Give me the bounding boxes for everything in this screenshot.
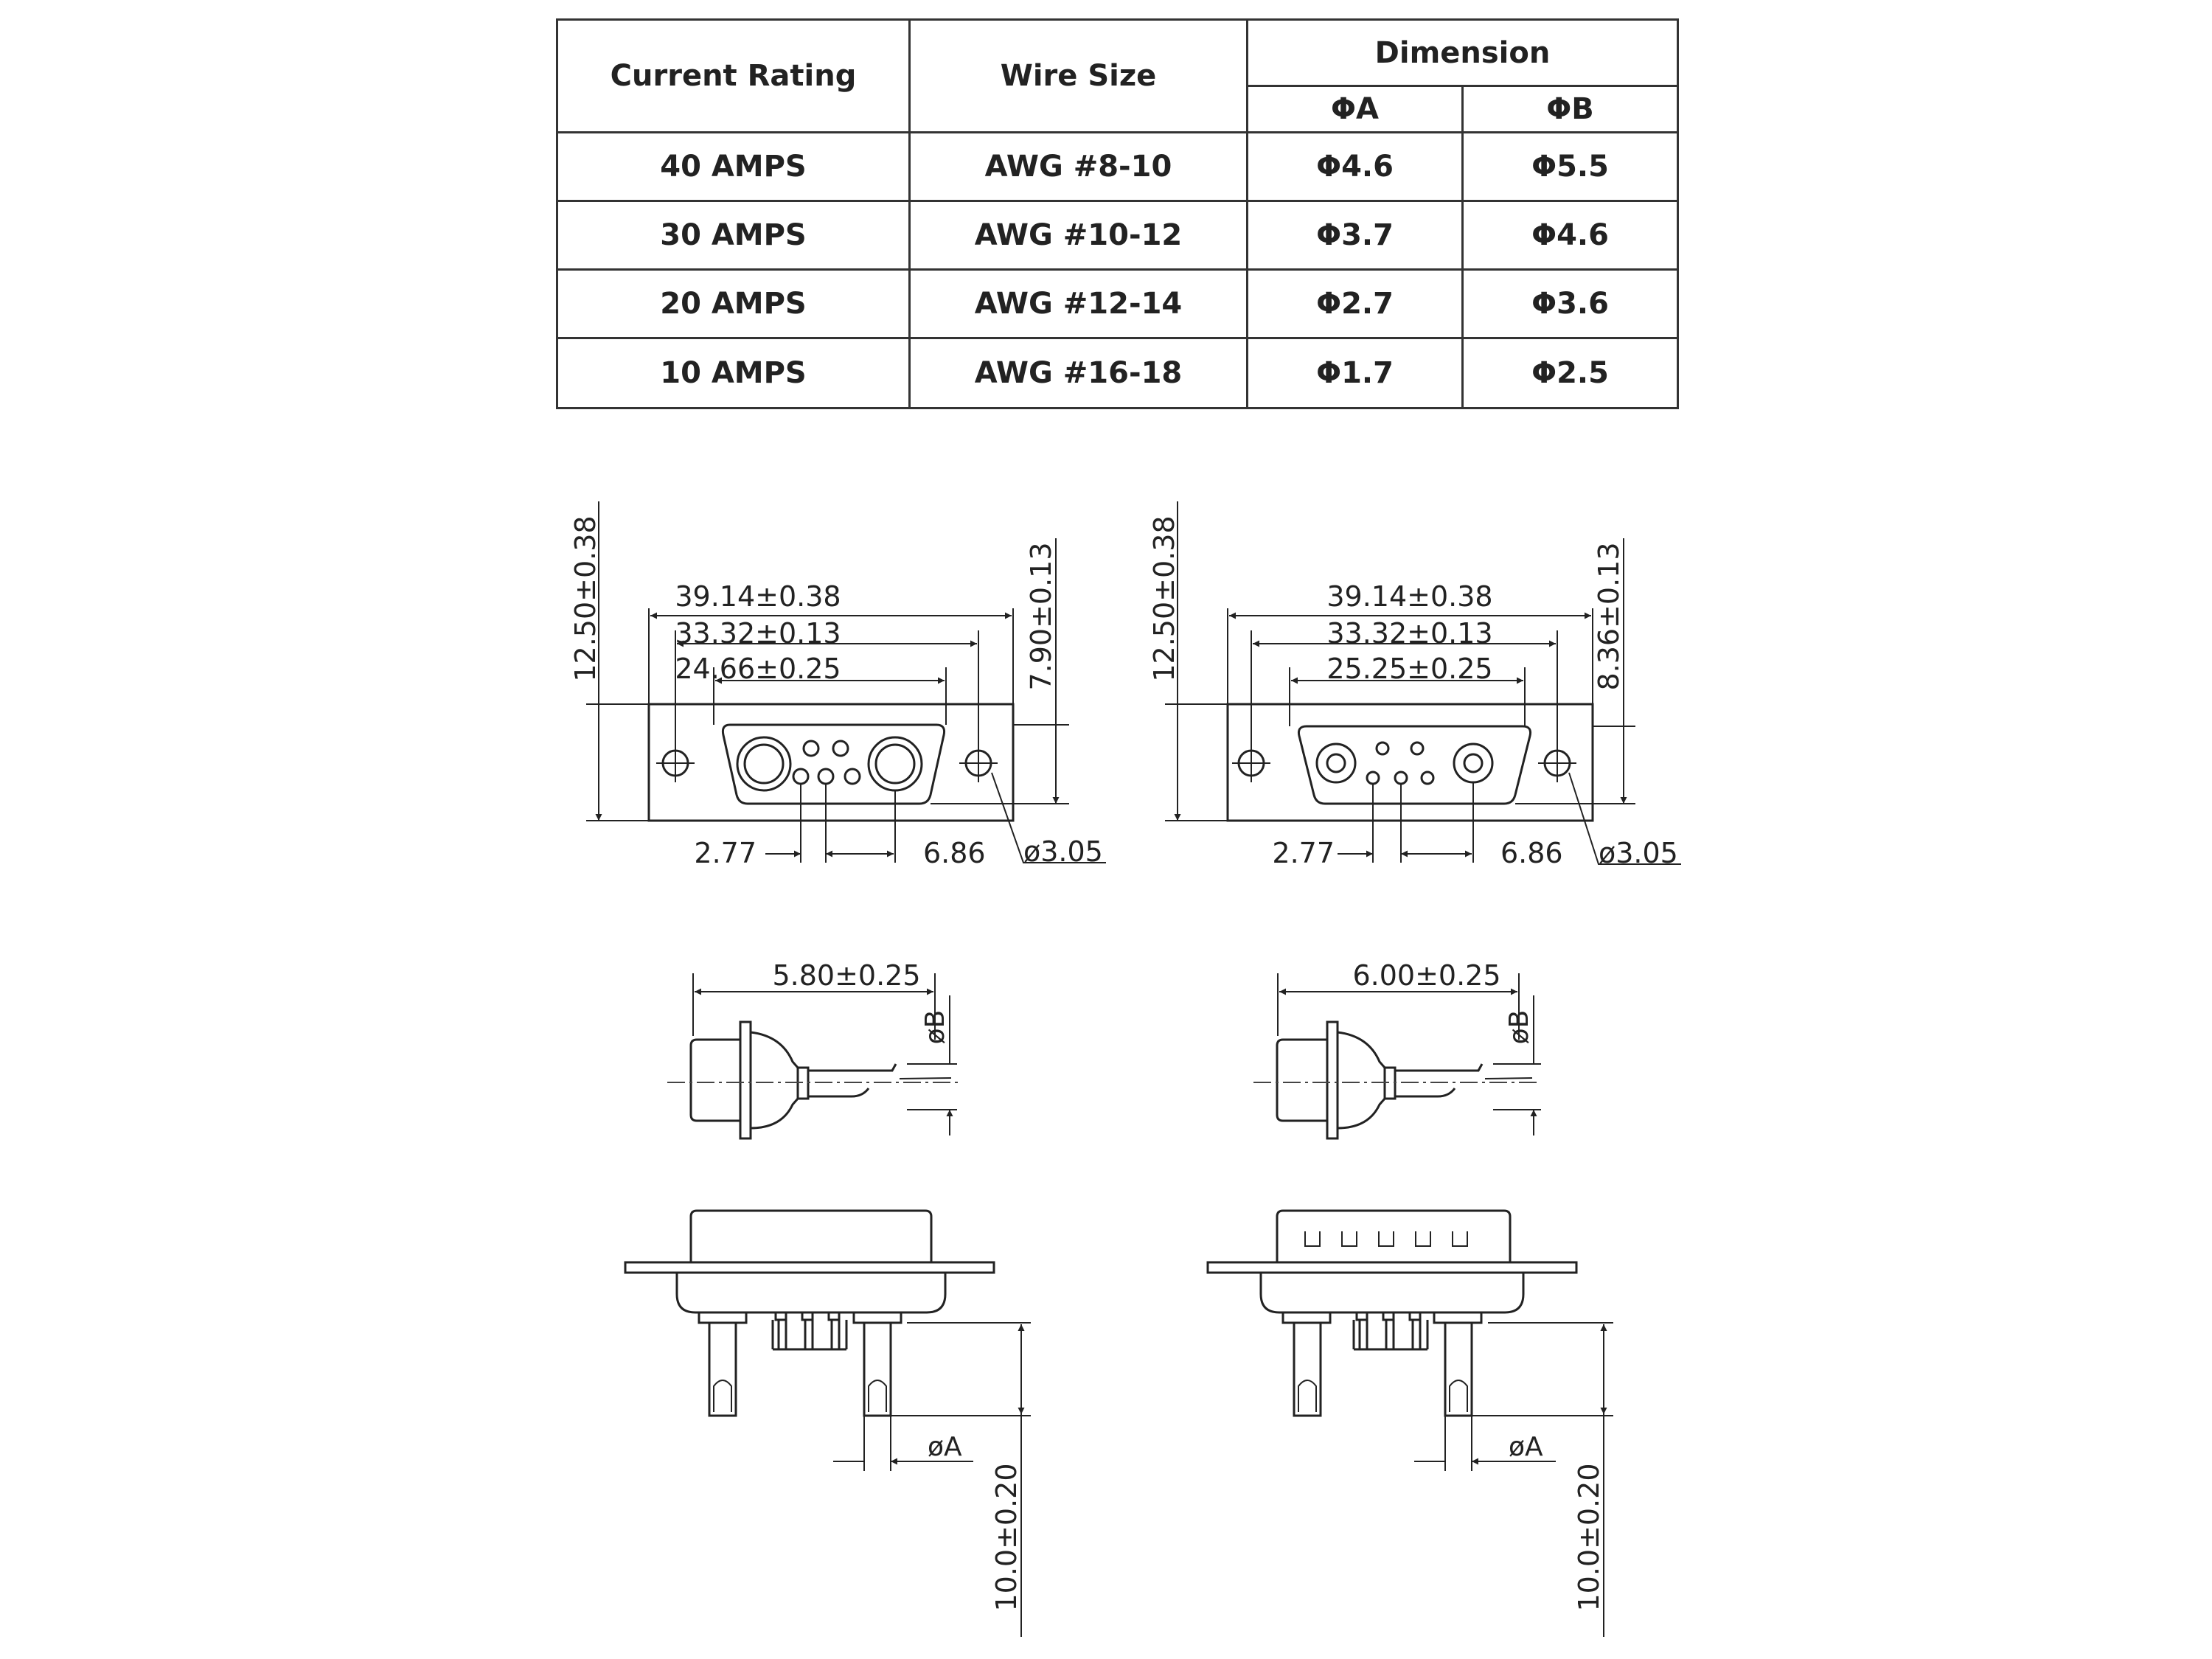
ext-line (1165, 704, 1228, 821)
cell-current: 40 AMPS (557, 133, 910, 201)
shell-width-label: 25.25±0.25 (1326, 653, 1493, 685)
shell-top (691, 1211, 931, 1262)
ext-line (1472, 1323, 1613, 1416)
header-phi-b: ΦB (1463, 86, 1678, 133)
pin-collar (1434, 1312, 1481, 1323)
cell-current: 30 AMPS (557, 201, 910, 270)
signal-socket (818, 769, 833, 784)
signal-pin (779, 1320, 786, 1349)
height-label: 12.50±0.38 (1148, 515, 1180, 682)
pin-pitch-label: 2.77 (1272, 837, 1335, 869)
cell-wire: AWG #10-12 (910, 201, 1248, 270)
power-pin-inner (1327, 754, 1345, 772)
wire-side (808, 1064, 896, 1096)
ext-line (1445, 1416, 1472, 1471)
signal-pin (1395, 772, 1407, 784)
dia-b-label: øB (1504, 1009, 1534, 1045)
cell-phi-a: Φ1.7 (1248, 338, 1463, 408)
depth-label: 5.80±0.25 (772, 959, 921, 992)
pin-pitch-label: 2.77 (694, 837, 757, 869)
cell-wire: AWG #16-18 (910, 338, 1248, 408)
power-offset-label: 6.86 (1500, 837, 1563, 869)
body-side (751, 1032, 798, 1128)
overall-width-label: 39.14±0.38 (1326, 580, 1493, 613)
solder-cup (1298, 1380, 1467, 1412)
power-socket-inner (876, 745, 914, 783)
power-pin (1454, 744, 1492, 782)
male-side-view (1253, 959, 1541, 1138)
signal-pin (1360, 1320, 1367, 1349)
pin-collar (1283, 1312, 1330, 1323)
mount-pitch-label: 33.32±0.13 (675, 617, 841, 650)
female-bottom-view (625, 1211, 1031, 1637)
height-label: 12.50±0.38 (569, 515, 602, 682)
cell-phi-b: Φ3.6 (1463, 270, 1678, 338)
hole-crosshair (656, 744, 998, 782)
cell-phi-b: Φ5.5 (1463, 133, 1678, 201)
hole-crosshair (1232, 744, 1576, 782)
mount-pitch-label: 33.32±0.13 (1326, 617, 1493, 650)
cell-phi-a: Φ2.7 (1248, 270, 1463, 338)
hole-dia-label: ø3.05 (1023, 835, 1103, 868)
pin-length-label: 10.0±0.20 (1573, 1463, 1605, 1612)
male-bottom-view (1208, 1211, 1613, 1637)
hole-dia-label: ø3.05 (1599, 837, 1678, 869)
signal-socket (793, 769, 808, 784)
pin-length-label: 10.0±0.20 (990, 1463, 1023, 1612)
signal-socket (833, 741, 848, 756)
dia-a-label: øA (1509, 1432, 1543, 1462)
cell-phi-a: Φ4.6 (1248, 133, 1463, 201)
cell-current: 20 AMPS (557, 270, 910, 338)
signal-socket (804, 741, 818, 756)
header-dimension: Dimension (1248, 20, 1678, 86)
signal-pin-block (1354, 1320, 1427, 1349)
depth-label: 6.00±0.25 (1352, 959, 1501, 992)
wire-end-line (1485, 1078, 1532, 1079)
shell-width-label: 24.66±0.25 (675, 653, 841, 685)
shell-side (691, 1040, 740, 1121)
signal-socket (845, 769, 860, 784)
pin-collar (699, 1312, 746, 1323)
d-shell (1298, 726, 1530, 804)
signal-pin (1367, 772, 1379, 784)
flange-edge (1208, 1262, 1576, 1273)
male-front-view (1148, 501, 1681, 869)
female-front-view (569, 501, 1106, 869)
ext-line (586, 704, 649, 821)
signal-pin (1377, 742, 1388, 754)
header-current-rating: Current Rating (557, 20, 910, 133)
dia-a-label: øA (928, 1432, 962, 1462)
cell-current: 10 AMPS (557, 338, 910, 408)
cell-phi-b: Φ4.6 (1463, 201, 1678, 270)
power-socket-inner (745, 745, 783, 783)
signal-pin (1422, 772, 1433, 784)
signal-pin (832, 1320, 839, 1349)
shell-height-label: 7.90±0.13 (1025, 542, 1057, 691)
header-phi-a: ΦA (1248, 86, 1463, 133)
flange-side (740, 1022, 751, 1138)
flange-edge (625, 1262, 994, 1273)
signal-pin (1411, 742, 1423, 754)
signal-pin (1386, 1320, 1394, 1349)
cell-wire: AWG #12-14 (910, 270, 1248, 338)
shell-height-label: 8.36±0.13 (1593, 542, 1625, 691)
d-shell (723, 725, 944, 804)
overall-width-label: 39.14±0.38 (675, 580, 841, 613)
ext-line (801, 784, 895, 863)
power-pin-inner (1464, 754, 1482, 772)
cell-wire: AWG #8-10 (910, 133, 1248, 201)
header-wire-size: Wire Size (910, 20, 1248, 133)
ext-line (907, 1064, 957, 1110)
wire-side (1395, 1064, 1482, 1096)
wire-end-line (900, 1078, 951, 1079)
ext-line (1373, 782, 1473, 863)
body-bottom (1261, 1273, 1523, 1312)
ext-line (891, 1323, 1031, 1416)
power-pin (1317, 744, 1355, 782)
power-offset-label: 6.86 (923, 837, 986, 869)
pin-slots (1305, 1231, 1467, 1246)
body-bottom (677, 1273, 945, 1312)
dia-b-label: øB (920, 1009, 950, 1045)
female-side-view (667, 959, 959, 1138)
flange-side (1327, 1022, 1338, 1138)
ext-line (1493, 1064, 1541, 1110)
body-side (1338, 1032, 1385, 1128)
ext-line (931, 725, 1069, 804)
ext-line (864, 1416, 891, 1471)
signal-pin (805, 1320, 813, 1349)
hidden-edge (1327, 726, 1497, 804)
shell-side (1277, 1040, 1327, 1121)
pin-collar (854, 1312, 901, 1323)
solder-cup (714, 1380, 886, 1412)
cell-phi-b: Φ2.5 (1463, 338, 1678, 408)
signal-pin (1413, 1320, 1420, 1349)
signal-pin-block (773, 1320, 846, 1349)
cell-phi-a: Φ3.7 (1248, 201, 1463, 270)
